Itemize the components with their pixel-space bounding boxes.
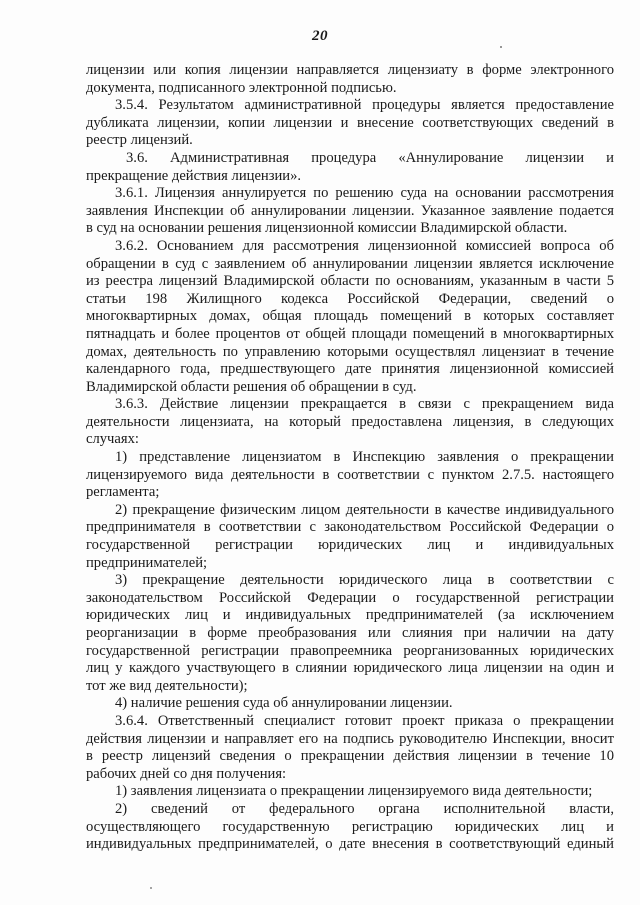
text-line: 3.6.3. Действие лицензии прекращается в связи с прекращением вида bbox=[115, 396, 614, 413]
scan-speck bbox=[500, 46, 502, 48]
text-line: статьи 198 Жилищного кодекса Российской Федерации, сведений о bbox=[86, 290, 614, 307]
text-line: многоквартирных домах, общая площадь помещений в которых составляет bbox=[86, 308, 614, 325]
text-line: 3) прекращение деятельности юридического лица в соответствии с bbox=[115, 572, 614, 589]
text-line: 3.6.2. Основанием для рассмотрения лицензионной комиссией вопроса об bbox=[115, 237, 614, 254]
text-line: регламента; bbox=[86, 484, 160, 501]
text-line: 3.6. Административная процедура «Аннулирование лицензии и bbox=[126, 149, 614, 166]
text-line: 1) заявления лицензиата о прекращении лицензируемого вида деятельности; bbox=[115, 783, 593, 800]
text-line: государственной регистрации правопреемника реорганизованных юридических bbox=[86, 642, 614, 659]
text-line: государственной регистрации юридических лиц и индивидуальных bbox=[86, 537, 614, 554]
text-line: документа, подписанного электронной подписью. bbox=[86, 79, 397, 96]
text-line: юридических лиц и индивидуальных предпринимателей (за исключением bbox=[86, 607, 614, 624]
text-line: деятельности лицензиата, на который предоставлена лицензия, в следующих bbox=[86, 413, 614, 430]
text-line: лицензируемого вида деятельности в соответствии с пунктом 2.7.5. настоящего bbox=[86, 466, 614, 483]
text-line: рабочих дней со дня получения: bbox=[86, 765, 287, 782]
text-line: предпринимателя в соответствии с законодательством Российской Федерации о bbox=[86, 519, 614, 536]
text-line: домах, деятельность по управлению которыми осуществлял лицензиат в течение bbox=[86, 343, 614, 360]
text-line: 3.6.4. Ответственный специалист готовит проект приказа о прекращении bbox=[115, 712, 614, 729]
text-line: дубликата лицензии, копии лицензии и внесение соответствующих сведений в bbox=[86, 114, 614, 131]
text-line: 3.6.1. Лицензия аннулируется по решению суда на основании рассмотрения bbox=[115, 185, 614, 202]
text-line: 1) представление лицензиатом в Инспекцию заявления о прекращении bbox=[115, 449, 614, 466]
text-line: 3.5.4. Результатом административной процедуры является предоставление bbox=[115, 97, 614, 114]
text-line: индивидуальных предпринимателей, о дате внесения в соответствующий единый bbox=[86, 836, 614, 853]
text-line: 2) сведений от федерального органа исполнительной власти, bbox=[115, 800, 614, 817]
text-line: пятнадцать и более процентов от общей площади помещений в многоквартирных bbox=[86, 325, 614, 342]
page-number: 20 bbox=[312, 28, 328, 44]
text-line: 4) наличие решения суда об аннулировании лицензии. bbox=[115, 695, 453, 712]
scan-speck bbox=[150, 887, 152, 889]
text-line: в суд на основании решения лицензионной комиссии Владимирской области. bbox=[86, 220, 568, 237]
text-line: лиц у каждого участвующего в слиянии юридического лица лицензии на один и bbox=[86, 660, 614, 677]
text-line: осуществляющего государственную регистрацию юридических лиц и bbox=[86, 818, 614, 835]
text-line: законодательством Российской Федерации о государственной регистрации bbox=[86, 589, 614, 606]
text-line: 2) прекращение физическим лицом деятельности в качестве индивидуального bbox=[115, 501, 614, 518]
text-line: реестр лицензий. bbox=[86, 132, 193, 149]
text-line: прекращение действия лицензии». bbox=[86, 167, 302, 184]
document-body bbox=[86, 62, 614, 854]
text-line: Владимирской области решения об обращении в суд. bbox=[86, 378, 417, 395]
text-line: реорганизации в форме преобразования или слияния при наличии на дату bbox=[86, 625, 614, 641]
text-line: лицензии или копия лицензии направляется лицензиату в форме электронного bbox=[86, 62, 614, 78]
text-line: тот же вид деятельности); bbox=[86, 677, 248, 694]
text-line: из реестра лицензий Владимирской области по основаниям, указанным в части 5 bbox=[86, 273, 614, 290]
text-line: случаях: bbox=[86, 431, 139, 448]
text-line: предпринимателей; bbox=[86, 554, 208, 571]
text-line: заявления Инспекции об аннулировании лицензии. Указанное заявление подается bbox=[86, 202, 614, 219]
text-line: обращении в суд с заявлением об аннулировании лицензии является исключение bbox=[86, 255, 614, 272]
text-line: действия лицензии и направляет его на подпись руководителю Инспекции, вносит bbox=[86, 730, 614, 747]
text-line: в реестр лицензий сведения о прекращении действия лицензии в течение 10 bbox=[86, 748, 614, 765]
text-line: календарного года, предшествующего дате принятия лицензионной комиссией bbox=[86, 361, 614, 378]
